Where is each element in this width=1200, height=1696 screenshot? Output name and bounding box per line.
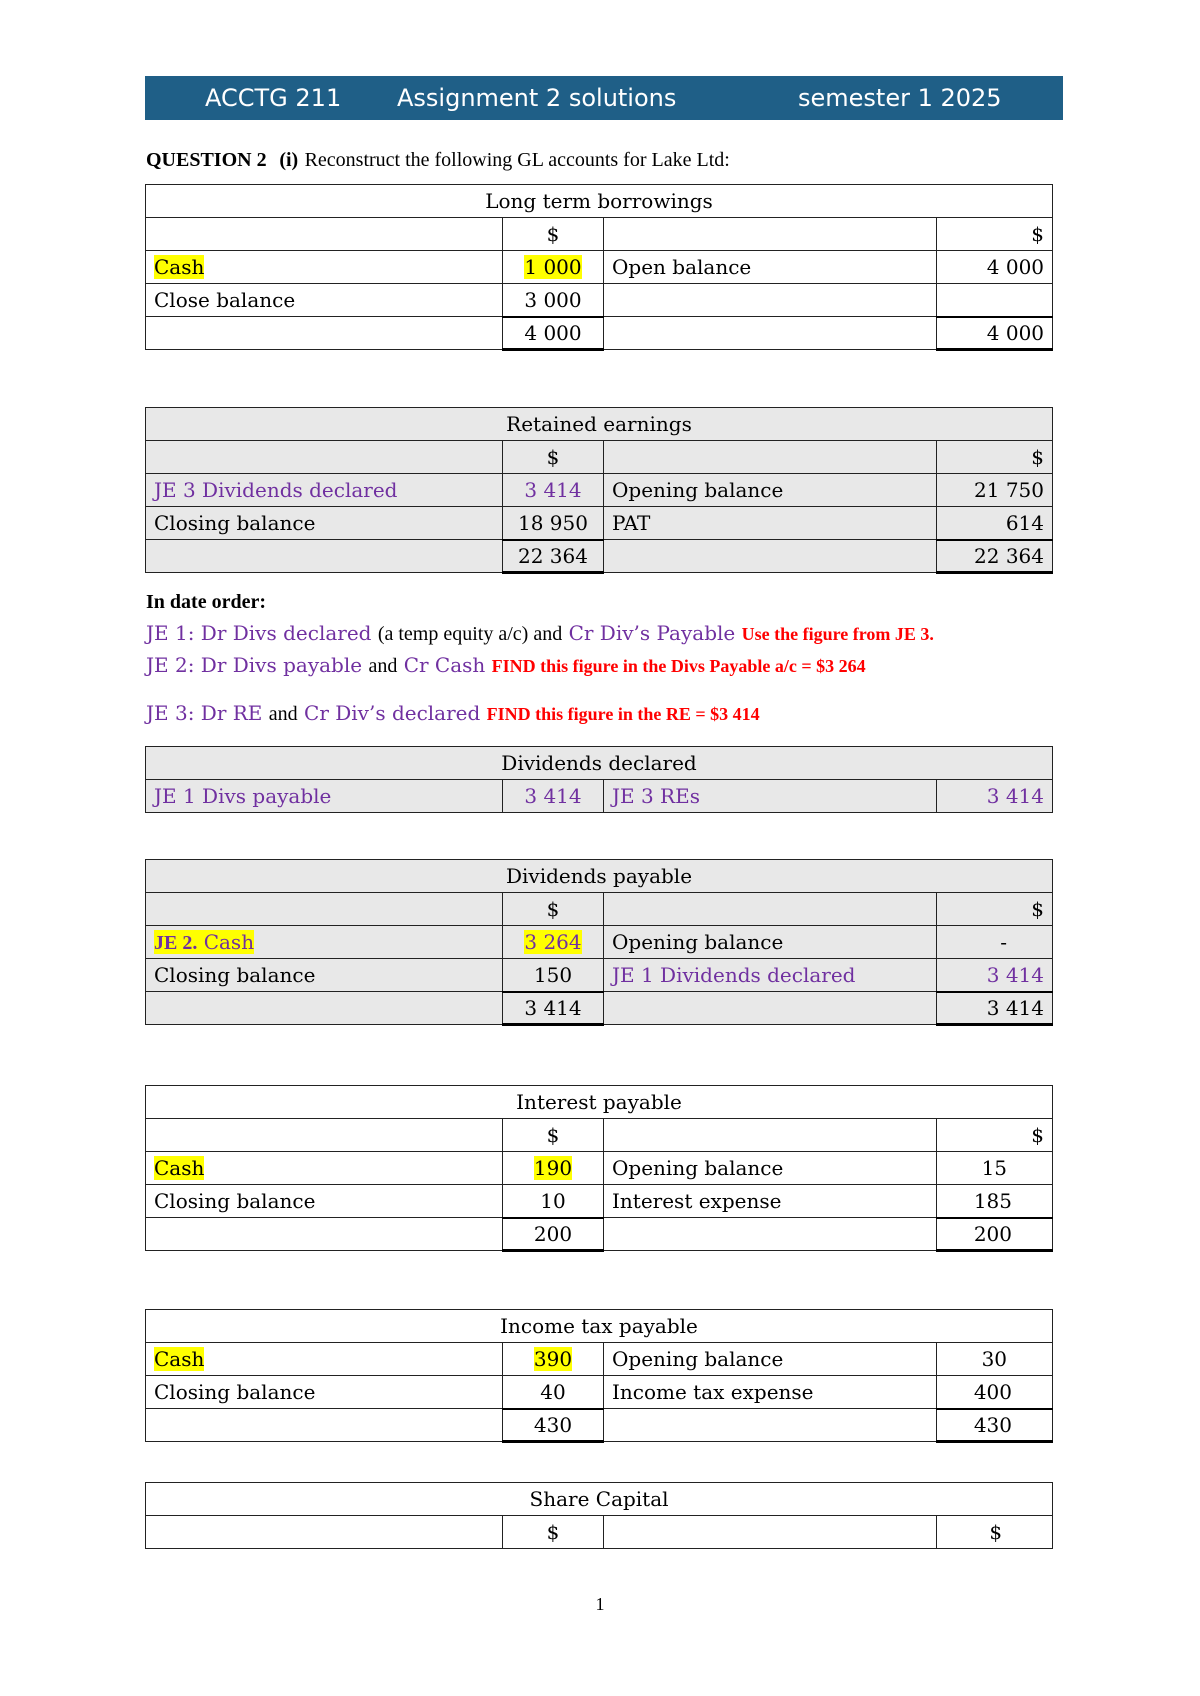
dr-total: 3 414 [503,992,604,1025]
account-title: Share Capital [146,1483,1053,1516]
dr-currency: $ [503,218,604,251]
dr-value: 40 [503,1376,604,1409]
page-number: 1 [595,1594,605,1614]
cr-value: - [937,926,1053,959]
dr-label: Closing balance [146,507,503,540]
course-code: ACCTG 211 [205,84,342,112]
empty-cell [604,992,937,1025]
cr-value: 30 [937,1343,1053,1376]
dr-value: 3 414 [503,474,604,507]
cr-label: Opening balance [604,1152,937,1185]
cr-value: 21 750 [937,474,1053,507]
cr-label: Opening balance [604,1343,937,1376]
empty-cell [146,317,503,350]
journal-entry-1 [146,621,934,646]
empty-cell [604,317,937,350]
dr-total: 4 000 [503,317,604,350]
cr-value: 3 414 [937,780,1053,813]
dr-label-bold: JE 2. [154,931,198,954]
dr-label: JE 3 Dividends declared [146,474,503,507]
cr-label: Opening balance [604,926,937,959]
cr-total: 430 [937,1409,1053,1442]
je2-credit: Cr Cash [403,653,486,677]
je2-debit: JE 2: Dr Divs payable [146,653,363,677]
dr-value: 150 [503,959,604,992]
cr-label: JE 1 Dividends declared [604,959,937,992]
empty-cell [604,1409,937,1442]
je2-mid: and [368,655,398,677]
empty-cell [604,1119,937,1152]
dr-label: Close balance [146,284,503,317]
question-text: Reconstruct the following GL accounts for Lake Ltd: [304,149,730,171]
cr-value: 614 [937,507,1053,540]
cr-label: Interest expense [604,1185,937,1218]
header-banner [145,76,1063,120]
dr-label [154,930,254,954]
je1-credit: Cr Div’s Payable [568,621,736,645]
empty-cell [604,1218,937,1251]
dr-label: Cash [154,1156,205,1180]
empty-cell [604,540,937,573]
cr-currency: $ [937,1516,1053,1549]
empty-cell [146,540,503,573]
cr-currency: $ [937,441,1053,474]
dr-total: 430 [503,1409,604,1442]
ledger-interest-payable [145,1085,1053,1252]
dr-currency: $ [503,441,604,474]
cr-currency: $ [937,1119,1053,1152]
cr-label: Open balance [604,251,937,284]
cr-total: 4 000 [937,317,1053,350]
dr-currency: $ [503,1119,604,1152]
ledger-dividends-declared [145,746,1053,813]
cr-label: PAT [604,507,937,540]
dr-value: 390 [533,1347,573,1371]
je1-note: Use the figure from JE 3. [741,624,934,644]
journal-entry-3 [146,701,760,726]
question-label: QUESTION 2 [146,149,267,171]
dr-value: 18 950 [503,507,604,540]
account-title: Interest payable [146,1086,1053,1119]
empty-cell [146,441,503,474]
cr-total: 22 364 [937,540,1053,573]
je3-credit: Cr Div’s declared [304,701,481,725]
empty-cell [604,441,937,474]
je2-note: FIND this figure in the Divs Payable a/c = $3 264 [491,656,866,676]
question-line [146,147,730,172]
account-title: Dividends declared [146,747,1053,780]
dr-label-text: Cash [203,929,255,954]
cr-value [937,284,1053,317]
dr-value: 10 [503,1185,604,1218]
cr-total: 3 414 [937,992,1053,1025]
dr-value: 3 414 [503,780,604,813]
dr-value: 3 000 [503,284,604,317]
empty-cell [146,1218,503,1251]
je1-debit: JE 1: Dr Divs declared [146,621,372,645]
dr-label: Closing balance [146,959,503,992]
semester-label: semester 1 2025 [798,84,1002,112]
cr-label: Opening balance [604,474,937,507]
ledger-income-tax-payable [145,1309,1053,1443]
dr-label: Cash [154,1347,205,1371]
dr-label: Closing balance [146,1376,503,1409]
account-title: Dividends payable [146,860,1053,893]
question-part: (i) [279,149,299,171]
dr-label: Cash [154,255,205,279]
je3-mid: and [268,703,298,725]
dr-total: 200 [503,1218,604,1251]
empty-cell [146,992,503,1025]
dr-label: Closing balance [146,1185,503,1218]
ledger-dividends-payable [145,859,1053,1026]
account-title: Retained earnings [146,408,1053,441]
empty-cell [604,893,937,926]
dr-label: JE 1 Divs payable [146,780,503,813]
ledger-long-term-borrowings [145,184,1053,351]
cr-label [604,284,937,317]
dr-currency: $ [503,1516,604,1549]
cr-label: Income tax expense [604,1376,937,1409]
dr-value: 1 000 [524,255,582,279]
empty-cell [146,218,503,251]
notes-heading: In date order: [146,591,266,613]
empty-cell [146,1409,503,1442]
empty-cell [146,1119,503,1152]
ledger-retained-earnings [145,407,1053,574]
account-title: Income tax payable [146,1310,1053,1343]
empty-cell [604,1516,937,1549]
cr-label: JE 3 REs [604,780,937,813]
cr-total: 200 [937,1218,1053,1251]
je3-debit: JE 3: Dr RE [146,701,263,725]
journal-entry-2 [146,653,866,678]
ledger-share-capital [145,1482,1053,1549]
cr-value: 4 000 [937,251,1053,284]
je3-note: FIND this figure in the RE = $3 414 [486,704,760,724]
cr-value: 15 [937,1152,1053,1185]
document-title: Assignment 2 solutions [397,84,677,112]
cr-currency: $ [937,218,1053,251]
empty-cell [146,893,503,926]
cr-value: 185 [937,1185,1053,1218]
dr-currency: $ [503,893,604,926]
dr-value: 3 264 [524,930,582,954]
account-title: Long term borrowings [146,185,1053,218]
je1-mid: (a temp equity a/c) and [377,623,563,645]
cr-currency: $ [937,893,1053,926]
dr-value: 190 [533,1156,573,1180]
cr-value: 3 414 [937,959,1053,992]
empty-cell [604,218,937,251]
cr-value: 400 [937,1376,1053,1409]
empty-cell [146,1516,503,1549]
dr-total: 22 364 [503,540,604,573]
